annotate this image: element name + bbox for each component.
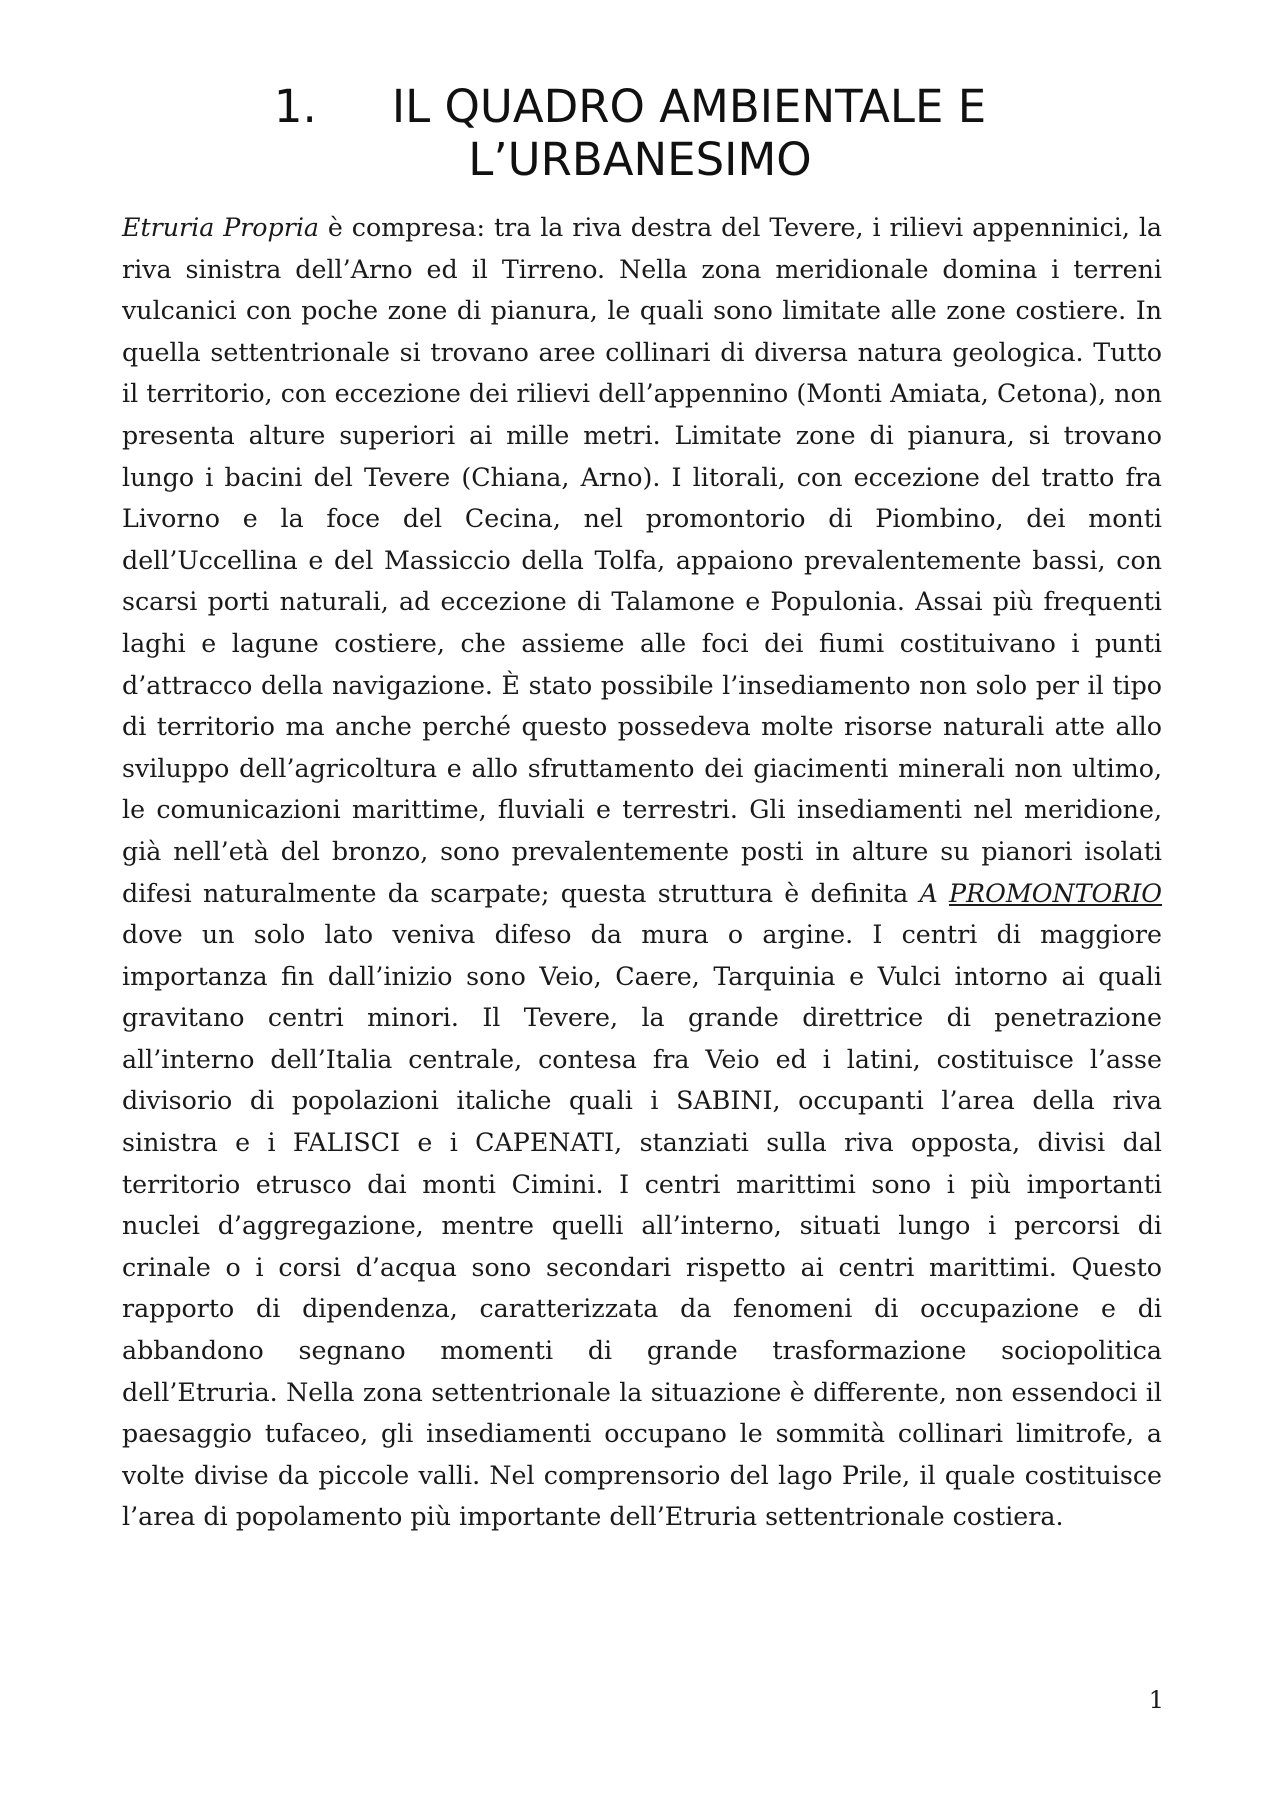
- page-number: 1: [1148, 1686, 1164, 1714]
- heading-title-part-1: IL QUADRO AMBIENTALE E: [391, 80, 987, 133]
- paragraph-text-1: è compresa: tra la riva destra del Tevere, i rilievi appenninici, la riva sinistra dell’Arno ed il Tirreno. Nella zona meridionale domina i terreni vulcanici con poche zone di pianura, le quali sono limitate alle zone costiere. In quella settentrionale si trovano aree collinari di diversa natura geologica. Tutto il territorio, con eccezione dei rilievi dell’appennino (Monti Amiata, Cetona), non presenta alture superiori ai mille metri. Limitate zone di pianura, si trovano lungo i bacini del Tevere (Chiana, Arno). I litorali, con eccezione del tratto fra Livorno e la foce del Cecina, nel promontorio di Piombino, dei monti dell’Uccellina e del Massiccio della Tolfa, appaiono prevalentemente bassi, con scarsi porti naturali, ad eccezione di Talamone e Populonia. Assai più frequenti laghi e lagune costiere, che assieme alle foci dei fiumi costituivano i punti d’attracco della navigazione. È stato possibile l’insediamento non solo per il tipo di territorio ma anche perché questo possedeva molte risorse naturali atte allo sviluppo dell’agricoltura e allo sfruttamento dei giacimenti minerali non ultimo, le comunicazioni marittime, fluviali e terrestri. Gli insediamenti nel meridione, già nell’età del bronzo, sono prevalentemente posti in alture su pianori isolati difesi naturalmente da scarpate; questa struttura è definita: [122, 213, 1162, 908]
- chapter-heading: [0, 80, 1280, 186]
- heading-line-1: [0, 80, 1280, 133]
- body-paragraph: [122, 207, 1162, 1538]
- lead-term: Etruria Propria: [122, 213, 319, 242]
- heading-title-part-2: L’URBANESIMO: [468, 133, 812, 186]
- paragraph-text-2: dove un solo lato veniva difeso da mura o argine. I centri di maggiore importanza fin dall’inizio sono Veio, Caere, Tarquinia e Vulci intorno ai quali gravitano centri minori. Il Tevere, la grande direttrice di penetrazione all’interno dell’Italia centrale, contesa fra Veio ed i latini, costituisce l’asse divisorio di popolazioni italiche quali i SABINI, occupanti l’area della riva sinistra e i FALISCI e i CAPENATI, stanziati sulla riva opposta, divisi dal territorio etrusco dai monti Cimini. I centri marittimi sono i più importanti nuclei d’aggregazione, mentre quelli all’interno, situati lungo i percorsi di crinale o i corsi d’acqua sono secondari rispetto ai centri marittimi. Questo rapporto di dipendenza, caratterizzata da fenomeni di occupazione e di abbandono segnano momenti di grande trasformazione sociopolitica dell’Etruria. Nella zona settentrionale la situazione è differente, non essendoci il paesaggio tufaceo, gli insediamenti occupano le sommità collinari limitrofe, a volte divise da piccole valli. Nel comprensorio del lago Prile, il quale costituisce l’area di popolamento più importante dell’Etruria settentrionale costiera.: [122, 920, 1162, 1532]
- chapter-number: 1.: [273, 80, 317, 133]
- emphasis-article: A: [919, 878, 938, 908]
- emphasis-term: PROMONTORIO: [949, 878, 1162, 908]
